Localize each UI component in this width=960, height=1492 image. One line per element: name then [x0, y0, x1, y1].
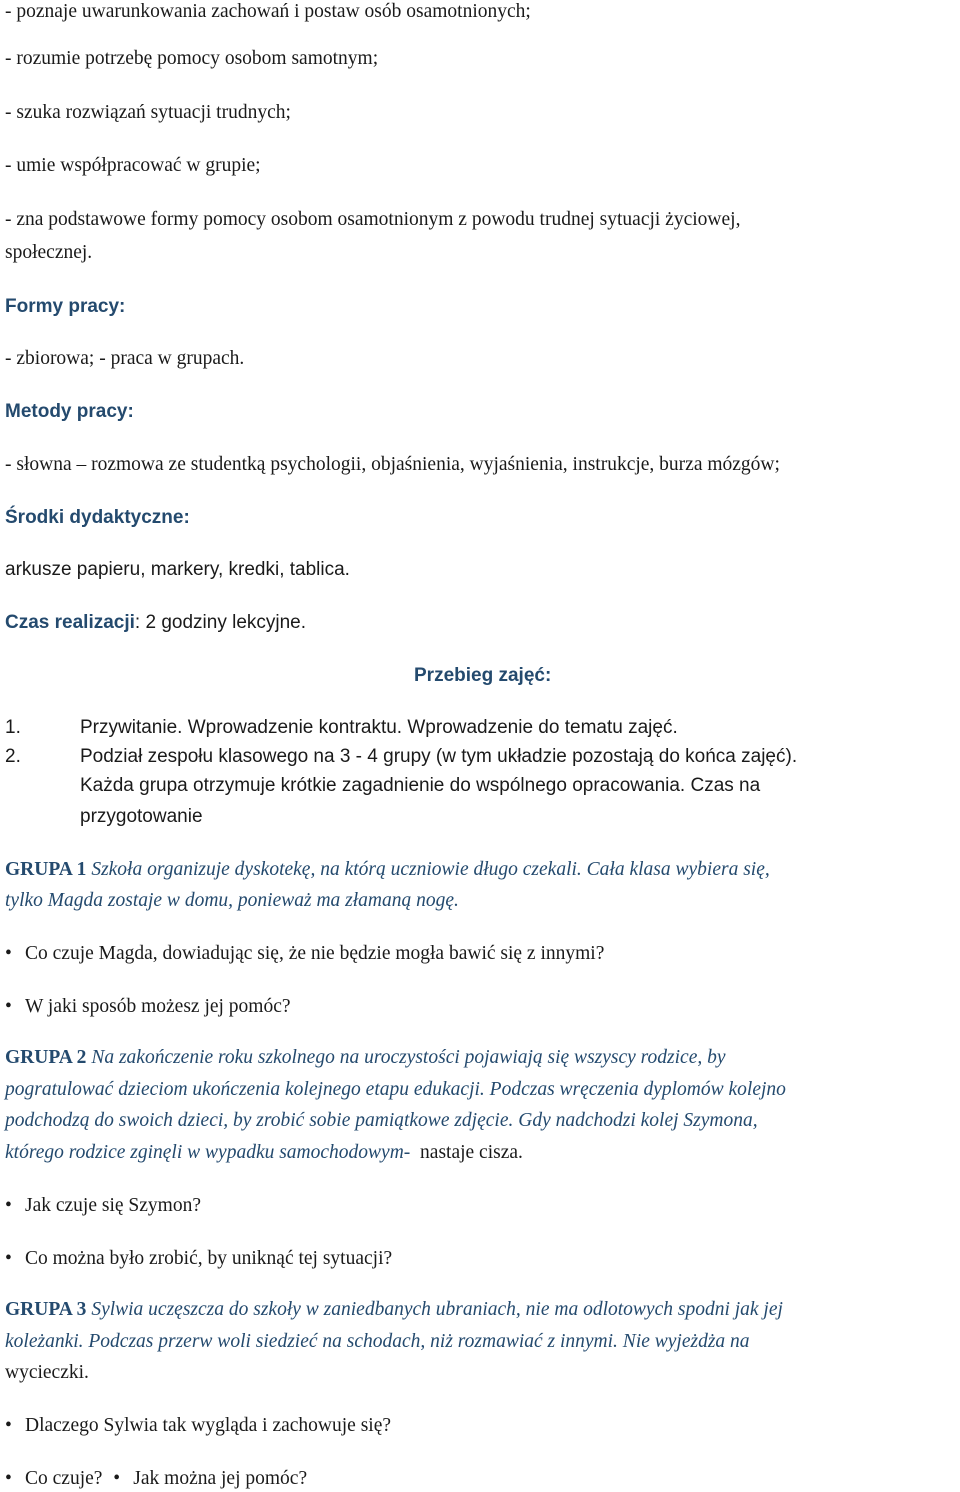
forms-text: - zbiorowa; - praca w grupach. — [5, 348, 245, 369]
group3-text-2: koleżanki. Podczas przerw woli siedzieć na schodach, niż rozmawiać z innymi. Nie wyjeżdża na — [5, 1331, 750, 1352]
bullet-icon: • — [5, 1195, 12, 1216]
bullet-icon: • — [5, 1415, 12, 1436]
goal-line-4: - umie współpracować w grupie; — [5, 155, 261, 176]
group1-question-1: • Co czuje Magda, dowiadując się, że nie będzie mogła bawić się z innymi? — [5, 941, 604, 967]
group1-text-1: Szkoła organizuje dyskotekę, na którą uczniowie długo czekali. Cała klasa wybiera się, — [91, 859, 770, 880]
group2-question-2: • Co można było zrobić, by uniknąć tej sytuacji? — [5, 1246, 392, 1272]
bullet-icon: • — [113, 1468, 121, 1489]
methods-text: - słowna – rozmowa ze studentką psychologii, objaśnienia, wyjaśnienia, instrukcje, burza mózgów; — [5, 454, 780, 475]
goal-line-6: społecznej. — [5, 242, 93, 263]
course-item-2-line-3: przygotowanie — [80, 806, 203, 827]
group2-text-3: podchodzą do swoich dzieci, by zrobić sobie pamiątkowe zdjęcie. Gdy nadchodzi kolej Szymona, — [5, 1110, 758, 1131]
time-text: : 2 godziny lekcyjne. — [134, 612, 307, 633]
group2-line-1 — [5, 1045, 726, 1071]
course-item-2-line-2: Każda grupa otrzymuje krótkie zagadnienie do wspólnego opracowania. Czas na — [80, 775, 761, 796]
forms-heading: Formy pracy: — [5, 296, 126, 317]
course-item-1-text: Przywitanie. Wprowadzenie kontraktu. Wprowadzenie do tematu zajęć. — [80, 717, 678, 738]
group2-text-4-end: nastaje cisza. — [410, 1142, 523, 1163]
bullet-icon: • — [5, 1468, 12, 1489]
group2-text-2: pogratulować dzieciom ukończenia kolejnego etapu edukacji. Podczas wręczenia dyplomów kolejno — [5, 1079, 786, 1100]
group2-text-4: którego rodzice zginęli w wypadku samochodowym- — [5, 1142, 411, 1163]
course-heading: Przebieg zajęć: — [414, 665, 552, 686]
goal-line-3: - szuka rozwiązań sytuacji trudnych; — [5, 102, 291, 123]
aids-heading: Środki dydaktyczne: — [5, 507, 190, 528]
course-item-1-number: 1. — [5, 717, 21, 738]
group3-label: GRUPA 3 — [5, 1299, 87, 1320]
group2-question-1: • Jak czuje się Szymon? — [5, 1193, 201, 1219]
bullet-icon: • — [5, 1248, 12, 1269]
group2-text-1: Na zakończenie roku szkolnego na uroczystości pojawiają się wszyscy rodzice, by — [91, 1047, 726, 1068]
methods-heading: Metody pracy: — [5, 401, 134, 422]
group1-question-2: • W jaki sposób możesz jej pomóc? — [5, 994, 291, 1020]
group3-question-2: • Co czuje? • Jak można jej pomóc? — [5, 1466, 307, 1492]
group3-line-1 — [5, 1297, 783, 1323]
goal-line-1: - poznaje uwarunkowania zachowań i postaw osób osamotnionych; — [5, 1, 531, 22]
course-item-2-line-1: Podział zespołu klasowego na 3 - 4 grupy (w tym układzie pozostają do końca zajęć). — [80, 746, 798, 767]
group1-label: GRUPA 1 — [5, 859, 87, 880]
group3-question-1: • Dlaczego Sylwia tak wygląda i zachowuje się? — [5, 1413, 391, 1439]
bullet-icon: • — [5, 996, 12, 1017]
group2-label: GRUPA 2 — [5, 1047, 87, 1068]
time-heading: Czas realizacji — [5, 612, 135, 633]
group1-line-1 — [5, 857, 770, 883]
bullet-icon: • — [5, 943, 12, 964]
goal-line-2: - rozumie potrzebę pomocy osobom samotnym; — [5, 48, 379, 69]
group1-text-2: tylko Magda zostaje w domu, ponieważ ma złamaną nogę. — [5, 890, 459, 911]
aids-text: arkusze papieru, markery, kredki, tablica. — [5, 559, 350, 580]
group3-text-3: wycieczki. — [5, 1362, 89, 1383]
group2-line-4 — [5, 1140, 523, 1166]
group3-text-1: Sylwia uczęszcza do szkoły w zaniedbanych ubraniach, nie ma odlotowych spodni jak jej — [91, 1299, 783, 1320]
goal-line-5: - zna podstawowe formy pomocy osobom osamotnionym z powodu trudnej sytuacji życiowej, — [5, 209, 741, 230]
time-line — [5, 610, 306, 636]
course-item-2-number: 2. — [5, 746, 21, 767]
